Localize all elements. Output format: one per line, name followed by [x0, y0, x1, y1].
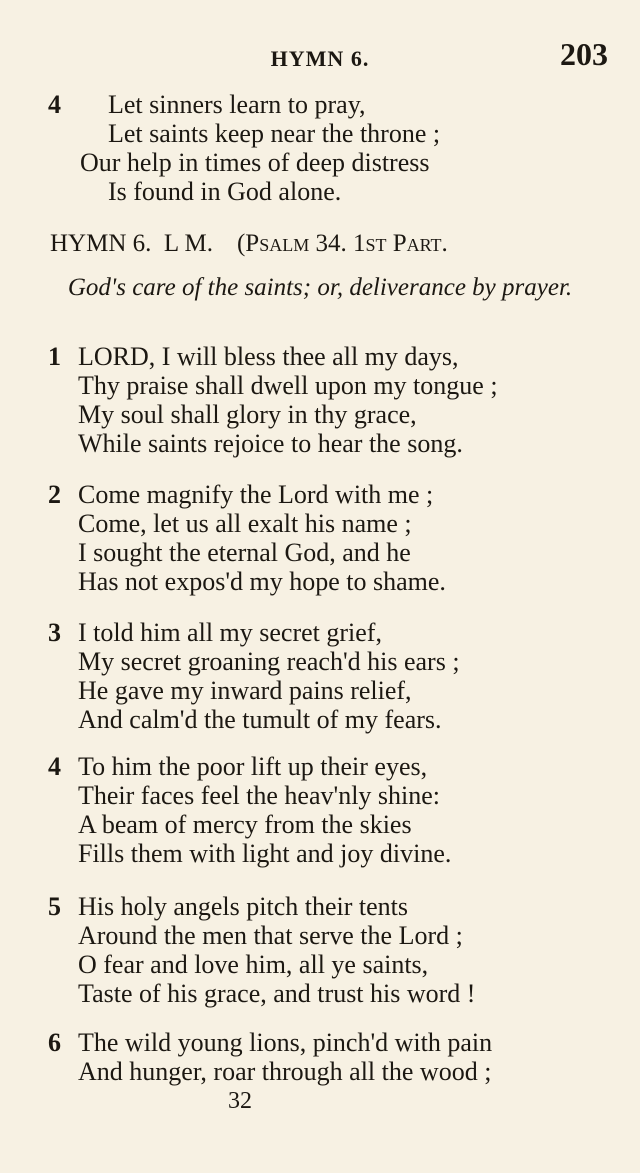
stanza-line: O fear and love him, all ye saints,	[78, 950, 429, 979]
stanza-number: 6	[48, 1028, 61, 1057]
stanza-number: 1	[48, 342, 61, 371]
page-number: 203	[560, 36, 608, 72]
stanza-number: 2	[48, 480, 61, 509]
stanza-6	[0, 1028, 640, 1086]
hymn-title	[50, 230, 620, 258]
previous-stanza	[0, 90, 640, 206]
stanza-2	[0, 480, 640, 596]
stanza-line: Taste of his grace, and trust his word !	[78, 979, 476, 1008]
stanza-line: Around the men that serve the Lord ;	[78, 921, 463, 950]
stanza-1	[0, 342, 640, 458]
hymn-number-meter: HYMN 6. L M.	[50, 230, 213, 257]
stanza-line: While saints rejoice to hear the song.	[78, 429, 463, 458]
stanza-line: Is found in God alone.	[108, 177, 342, 206]
stanza-line: Their faces feel the heav'nly shine:	[78, 781, 441, 810]
stanza-line: Come, let us all exalt his name ;	[78, 509, 412, 538]
stanza-line: A beam of mercy from the skies	[78, 810, 412, 839]
stanza-line: I told him all my secret grief,	[78, 618, 382, 647]
stanza-line: Let saints keep near the throne ;	[108, 119, 441, 148]
stanza-line: My secret groaning reach'd his ears ;	[78, 647, 460, 676]
stanza-line: Fills them with light and joy divine.	[78, 839, 452, 868]
hymn-subtitle: God's care of the saints; or, deliverance by prayer.	[67, 274, 573, 301]
psalm-reference: (Psalm 34. 1st Part.	[236, 230, 448, 257]
stanza-line: His holy angels pitch their tents	[78, 892, 409, 921]
stanza-3	[0, 618, 640, 734]
stanza-line: Has not expos'd my hope to shame.	[78, 567, 446, 596]
stanza-number: 3	[48, 618, 61, 647]
stanza-line: To him the poor lift up their eyes,	[78, 752, 428, 781]
stanza-line: LORD, I will bless thee all my days,	[78, 342, 459, 371]
stanza-line: He gave my inward pains relief,	[78, 676, 412, 705]
stanza-line: Come magnify the Lord with me ;	[78, 480, 434, 509]
running-head: HYMN 6.	[270, 46, 370, 71]
page-header	[0, 30, 640, 80]
stanza-line: And hunger, roar through all the wood ;	[78, 1057, 492, 1086]
printer-signature-mark: 32	[228, 1088, 252, 1114]
stanza-number: 4	[48, 90, 61, 119]
stanza-line: I sought the eternal God, and he	[78, 538, 411, 567]
stanza-line: And calm'd the tumult of my fears.	[78, 705, 442, 734]
stanza-line: The wild young lions, pinch'd with pain	[78, 1028, 493, 1057]
stanza-line: Let sinners learn to pray,	[108, 90, 366, 119]
stanza-number: 5	[48, 892, 61, 921]
stanza-number: 4	[48, 752, 61, 781]
stanza-line: Our help in times of deep distress	[80, 148, 430, 177]
stanza-line: Thy praise shall dwell upon my tongue ;	[78, 371, 498, 400]
stanza-line: My soul shall glory in thy grace,	[78, 400, 417, 429]
stanza-4	[0, 752, 640, 868]
stanza-5	[0, 892, 640, 1008]
